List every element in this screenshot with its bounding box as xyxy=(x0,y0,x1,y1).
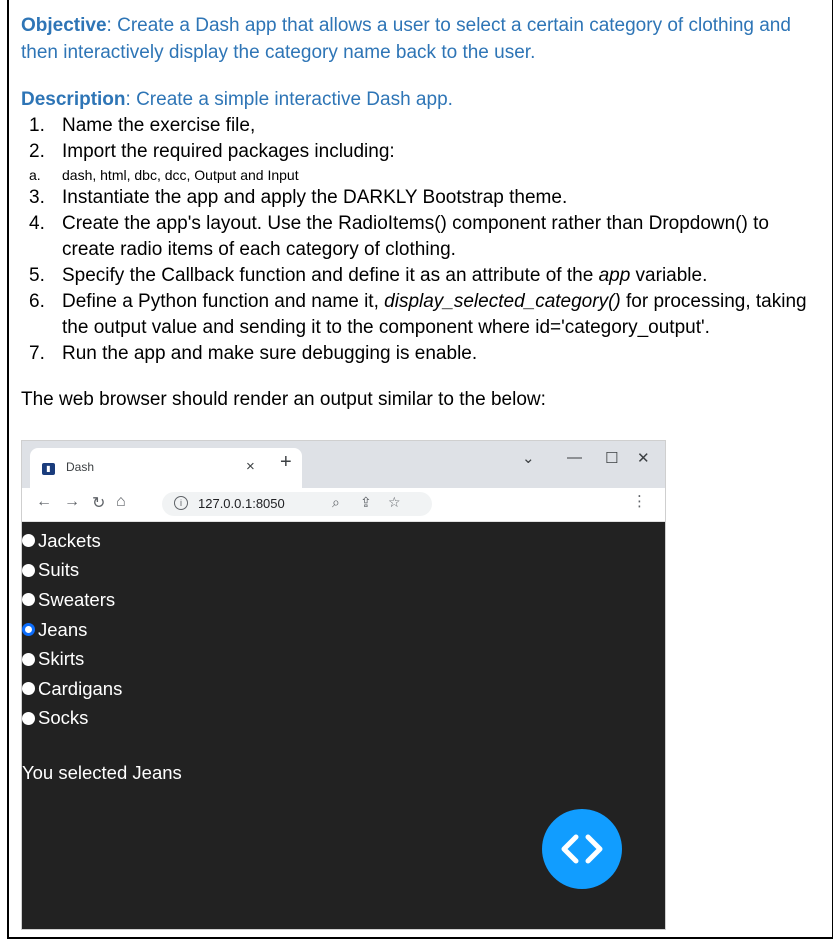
steps-list xyxy=(21,113,821,367)
step-6: 6. Define a Python function and name it, display_selected_category() for processing, taking the output value and sending it to the component where id='category_output'. xyxy=(29,291,807,338)
close-window-icon[interactable]: ✕ xyxy=(637,450,650,467)
site-info-icon[interactable]: i xyxy=(174,496,188,510)
browser-toolbar xyxy=(22,488,665,522)
dash-app-area xyxy=(22,522,665,929)
step-7: 7. Run the app and make sure debugging is enable. xyxy=(29,343,478,364)
description-label: Description xyxy=(21,89,126,110)
step-3: 3. Instantiate the app and apply the DARKLY Bootstrap theme. xyxy=(29,187,568,208)
radio-button[interactable] xyxy=(22,653,35,666)
bookmark-star-icon[interactable]: ☆ xyxy=(388,494,401,510)
radio-button[interactable] xyxy=(22,564,35,577)
browser-titlebar xyxy=(22,441,665,488)
minimize-icon[interactable]: — xyxy=(567,449,582,466)
url-text: 127.0.0.1:8050 xyxy=(198,496,285,511)
radio-option-jeans[interactable]: Jeans xyxy=(22,615,122,645)
step-2: 2. Import the required packages including: xyxy=(29,141,395,162)
address-bar[interactable] xyxy=(162,492,432,516)
tab-search-icon[interactable]: ⌄ xyxy=(522,450,535,467)
category-output: You selected Jeans xyxy=(22,762,182,783)
objective-label: Objective xyxy=(21,15,107,36)
radio-option-socks[interactable]: Socks xyxy=(22,704,122,734)
new-tab-icon[interactable]: + xyxy=(280,451,292,473)
render-instruction: The web browser should render an output similar to the below: xyxy=(21,389,546,410)
radio-option-skirts[interactable]: Skirts xyxy=(22,644,122,674)
radio-option-cardigans[interactable]: Cardigans xyxy=(22,674,122,704)
share-icon[interactable]: ⇪ xyxy=(360,494,372,510)
browser-menu-icon[interactable]: ⋮ xyxy=(632,493,647,510)
radio-option-jackets[interactable]: Jackets xyxy=(22,526,122,556)
browser-window xyxy=(21,440,666,930)
radio-button[interactable] xyxy=(22,593,35,606)
radio-button[interactable] xyxy=(22,712,35,725)
home-icon[interactable]: ⌂ xyxy=(116,493,126,510)
dash-debug-button[interactable] xyxy=(542,809,622,889)
maximize-icon[interactable]: ☐ xyxy=(605,450,619,467)
tab-close-icon[interactable]: × xyxy=(246,458,255,475)
radio-option-suits[interactable]: Suits xyxy=(22,556,122,586)
forward-icon[interactable]: → xyxy=(64,493,80,510)
description-text: : Create a simple interactive Dash app. xyxy=(125,89,453,110)
browser-tab[interactable] xyxy=(30,448,302,488)
exercise-document xyxy=(21,12,821,411)
step-4: 4. Create the app's layout. Use the RadioItems() component rather than Dropdown() to create radio items of each category of clothing. xyxy=(29,213,769,260)
radio-button-selected[interactable] xyxy=(22,623,35,636)
radio-button[interactable] xyxy=(22,534,35,547)
category-radio-items xyxy=(22,526,122,733)
objective xyxy=(21,12,821,66)
radio-button[interactable] xyxy=(22,682,35,695)
reload-icon[interactable]: ↻ xyxy=(92,495,106,512)
objective-text: : Create a Dash app that allows a user to select a certain category of clothing and then interactively display the category name back to the user. xyxy=(21,15,791,63)
description xyxy=(21,86,821,113)
zoom-icon[interactable]: ⌕ xyxy=(332,494,340,510)
code-brackets-icon xyxy=(542,809,622,889)
dash-favicon-icon: ▮ xyxy=(42,463,55,475)
step-2-substep: a. dash, html, dbc, dcc, Output and Input xyxy=(29,167,299,183)
step-1: 1. Name the exercise file, xyxy=(29,115,256,136)
radio-option-sweaters[interactable]: Sweaters xyxy=(22,585,122,615)
step-5: 5. Specify the Callback function and define it as an attribute of the app variable. xyxy=(29,265,708,286)
tab-title: Dash xyxy=(66,460,95,474)
back-icon[interactable]: ← xyxy=(36,493,52,510)
